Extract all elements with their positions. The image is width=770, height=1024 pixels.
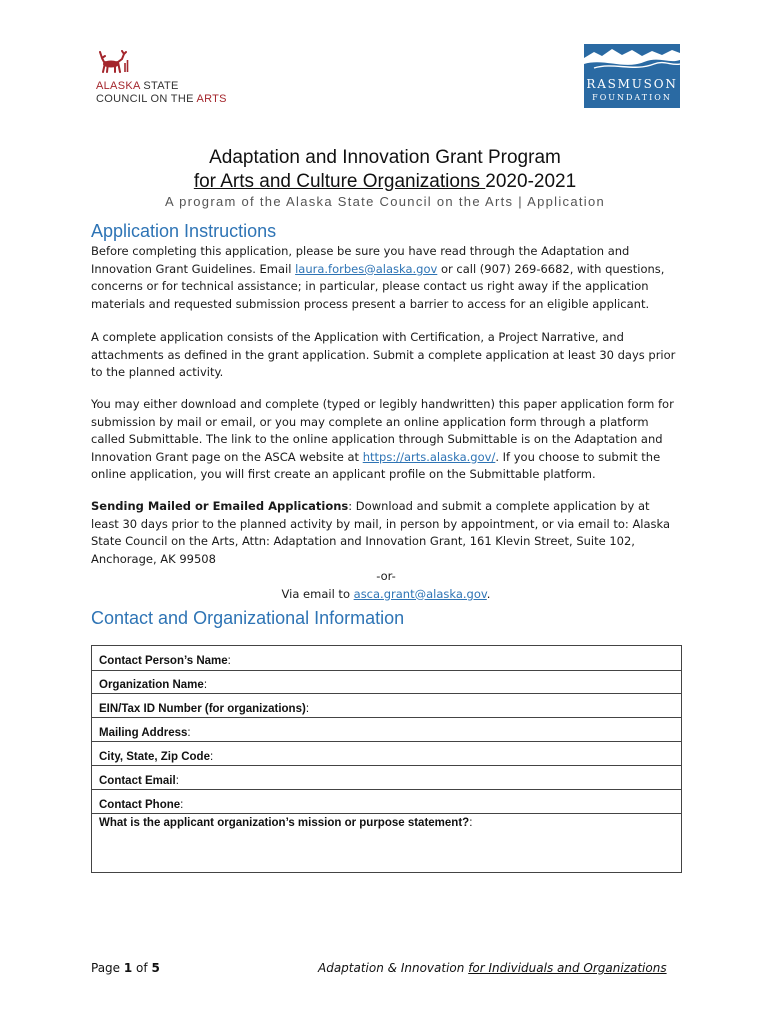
instructions-paragraph-3 xyxy=(91,396,681,484)
field-label-city-state-zip: City, State, Zip Code xyxy=(99,751,210,763)
rasmuson-logo xyxy=(584,44,680,108)
document-title-line2 xyxy=(0,171,770,193)
contact-name-field[interactable] xyxy=(92,646,681,670)
p4-or: -or- xyxy=(376,569,396,583)
asca-council: COUNCIL ON THE xyxy=(96,93,194,105)
asca-state: STATE xyxy=(143,80,179,92)
p1-text-a: Before completing this application, please be sure you have read through the Adaptation and Innovation Grant Guidelines. Email xyxy=(91,244,630,276)
footer-program-name xyxy=(318,961,667,975)
mission-statement-field[interactable] xyxy=(92,813,681,872)
field-label-contact-email: Contact Email xyxy=(99,775,176,787)
p3-text-b: . If you choose to submit the online application, you will first create an applicant profile on the Submittable platform. xyxy=(91,449,661,481)
p4-bold-label: Sending Mailed or Emailed Applications xyxy=(91,499,349,513)
email-link-asca-grant[interactable]: asca.grant@alaska.gov xyxy=(353,586,487,601)
instructions-paragraph-2: A complete application consists of the Application with Certification, a Project Narrative, and attachments as defined in the grant application. Submit a complete application at least 30 days prior to the planned activity. xyxy=(91,330,676,379)
title-underlined-part: for Arts and Culture Organizations xyxy=(193,171,486,192)
p4-via-text: Via email to xyxy=(281,586,354,601)
field-colon: : xyxy=(209,751,214,763)
field-label-contact-name: Contact Person’s Name xyxy=(99,655,228,667)
field-colon: : xyxy=(203,679,208,691)
instructions-paragraph-4 xyxy=(91,498,681,603)
field-label-contact-phone: Contact Phone xyxy=(99,799,181,811)
p3-text-a: You may either download and complete (typed or legibly handwritten) this paper application form for submission by mail or email, or you may complete an online application form through a platform called Submittable. The link to the online application through Submittable is on the Adaptation and Innovation Grant page on the ASCA website at xyxy=(91,397,674,464)
asca-arts: ARTS xyxy=(196,93,227,105)
contact-email-field[interactable] xyxy=(92,765,681,789)
page-of: of xyxy=(132,961,152,975)
city-state-zip-field[interactable] xyxy=(92,741,681,765)
field-colon: : xyxy=(469,817,473,829)
rasmuson-name: RASMUSON xyxy=(586,77,678,91)
field-colon: : xyxy=(187,727,191,739)
instructions-paragraph-1 xyxy=(91,243,681,313)
caribou-icon xyxy=(96,50,130,78)
mailing-address-field[interactable] xyxy=(92,717,681,741)
field-colon: : xyxy=(227,655,231,667)
field-label-mission: What is the applicant organization’s mission or purpose statement? xyxy=(99,817,470,829)
p4-text-a: : Download and submit a complete application by at least 30 days prior to the planned activity by mail, in person by appointment, or via email to: Alaska State Council on the Arts, Attn: Adaptation and Innovation Grant, 161 Klevin Street, Suite 102, Anchorage, AK 99508 xyxy=(91,499,671,566)
p4-via-line xyxy=(91,586,681,604)
footer-plain: Adaptation & Innovation xyxy=(318,961,469,975)
field-colon: : xyxy=(305,703,310,715)
field-label-ein: EIN/Tax ID Number (for organizations) xyxy=(99,703,306,715)
field-colon: : xyxy=(180,799,184,811)
asca-logo xyxy=(96,50,256,106)
p4-period: . xyxy=(486,586,491,601)
asca-website-link[interactable]: https://arts.alaska.gov/ xyxy=(362,449,496,464)
page-total: 5 xyxy=(151,961,160,975)
ein-field[interactable] xyxy=(92,693,681,717)
title-year: 2020-2021 xyxy=(485,171,577,192)
asca-logo-line1 xyxy=(96,80,256,93)
page-prefix: Page xyxy=(91,961,124,975)
document-subtitle: A program of the Alaska State Council on the Arts | Application xyxy=(164,194,606,209)
field-colon: : xyxy=(175,775,179,787)
rasmuson-foundation: FOUNDATION xyxy=(592,93,672,102)
p1-text-b: or call (907) 269-6682, with questions, concerns or for technical assistance; in particular, please contact us right away if the application materials and requested submission process present a barrier to access for an eligible applicant. xyxy=(91,261,665,311)
footer-underlined: for Individuals and Organizations xyxy=(468,961,667,975)
document-title: Adaptation and Innovation Grant Program xyxy=(209,147,561,168)
asca-alaska: ALASKA xyxy=(96,80,140,92)
page-number xyxy=(91,961,160,975)
field-label-mailing-address: Mailing Address xyxy=(99,727,188,739)
section-heading-instructions: Application Instructions xyxy=(91,221,277,241)
organization-name-field[interactable] xyxy=(92,670,681,693)
asca-logo-line2 xyxy=(96,93,256,106)
email-link-laura[interactable]: laura.forbes@alaska.gov xyxy=(295,261,438,276)
page-current: 1 xyxy=(123,961,133,975)
section-heading-contact: Contact and Organizational Information xyxy=(91,608,405,628)
contact-phone-field[interactable] xyxy=(92,789,681,813)
field-label-organization: Organization Name xyxy=(99,679,204,691)
contact-form-table xyxy=(91,645,682,873)
mountain-river-icon xyxy=(584,44,680,74)
